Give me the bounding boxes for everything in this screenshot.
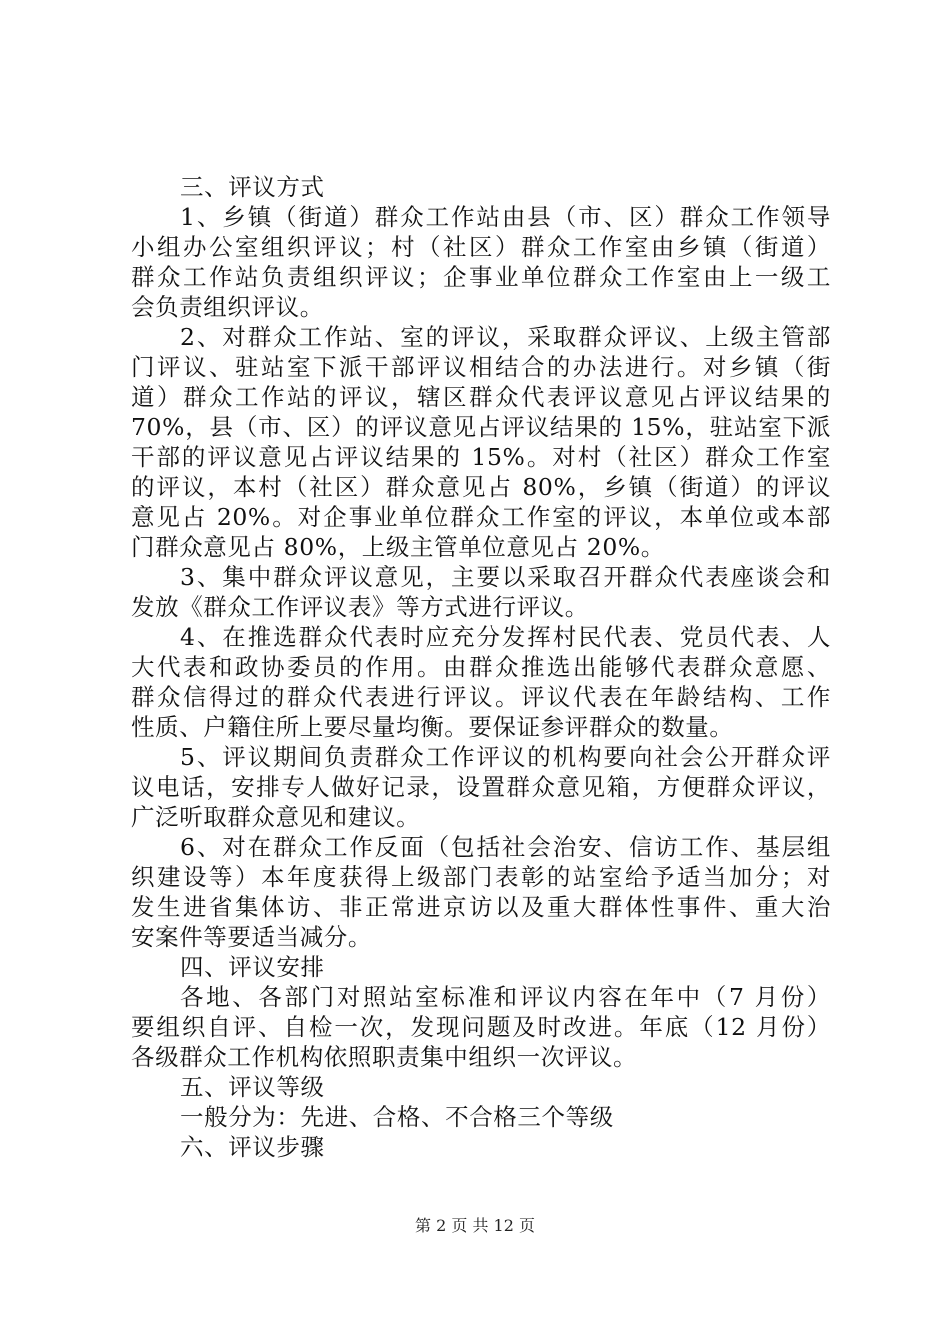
paragraph-6 xyxy=(131,832,831,952)
paragraph-line: 各地、各部门对照站室标准和评议内容在年中（7 月份） xyxy=(180,983,831,1011)
paragraph-line: 4、在推选群众代表时应充分发挥村民代表、党员代表、人 xyxy=(180,623,831,651)
paragraph-7 xyxy=(131,982,831,1072)
paragraph-line: 3、集中群众评议意见，主要以采取召开群众代表座谈会和 xyxy=(180,563,831,591)
paragraph-3 xyxy=(131,562,831,622)
paragraph-line: 门群众意见占 80%，上级主管单位意见占 20%。 xyxy=(131,533,665,561)
paragraph-line: 议电话，安排专人做好记录，设置群众意见箱，方便群众评议， xyxy=(131,773,831,801)
paragraph-8: 一般分为：先进、合格、不合格三个等级 xyxy=(180,1103,614,1131)
paragraph-line: 的评议，本村（社区）群众意见占 80%，乡镇（街道）的评议 xyxy=(131,473,831,501)
paragraph-line: 发放《群众工作评议表》等方式进行评议。 xyxy=(131,593,589,621)
paragraph-line: 小组办公室组织评议；村（社区）群众工作室由乡镇（街道） xyxy=(131,233,831,261)
paragraph-line: 2、对群众工作站、室的评议，采取群众评议、上级主管部 xyxy=(180,323,831,351)
paragraph-line: 要组织自评、自检一次，发现问题及时改进。年底（12 月份） xyxy=(131,1013,831,1041)
document-body xyxy=(131,172,831,1162)
paragraph-2 xyxy=(131,322,831,562)
paragraph-line: 1、乡镇（街道）群众工作站由县（市、区）群众工作领导 xyxy=(180,203,831,231)
paragraph-line: 干部的评议意见占评议结果的 15%。对村（社区）群众工作室 xyxy=(131,443,831,471)
section-heading-3: 三、评议方式 xyxy=(180,173,325,201)
paragraph-line: 道）群众工作站的评议，辖区群众代表评议意见占评议结果的 xyxy=(131,383,831,411)
paragraph-line: 性质、户籍住所上要尽量均衡。要保证参评群众的数量。 xyxy=(131,713,734,741)
paragraph-line: 70%，县（市、区）的评议意见占评议结果的 15%，驻站室下派 xyxy=(131,413,831,441)
paragraph-5 xyxy=(131,742,831,832)
paragraph-line: 织建设等）本年度获得上级部门表彰的站室给予适当加分；对 xyxy=(131,863,831,891)
section-heading-5: 五、评议等级 xyxy=(180,1073,325,1101)
section-heading-4: 四、评议安排 xyxy=(180,953,325,981)
paragraph-line: 发生进省集体访、非正常进京访以及重大群体性事件、重大治 xyxy=(131,893,831,921)
paragraph-4 xyxy=(131,622,831,742)
section-heading-6: 六、评议步骤 xyxy=(180,1133,325,1161)
paragraph-line: 群众工作站负责组织评议；企事业单位群众工作室由上一级工 xyxy=(131,263,831,291)
paragraph-1 xyxy=(131,202,831,322)
paragraph-line: 意见占 20%。对企事业单位群众工作室的评议，本单位或本部 xyxy=(131,503,831,531)
paragraph-line: 广泛听取群众意见和建议。 xyxy=(131,803,421,831)
paragraph-line: 各级群众工作机构依照职责集中组织一次评议。 xyxy=(131,1043,638,1071)
paragraph-line: 安案件等要适当减分。 xyxy=(131,923,372,951)
paragraph-line: 大代表和政协委员的作用。由群众推选出能够代表群众意愿、 xyxy=(131,653,831,681)
paragraph-line: 会负责组织评议。 xyxy=(131,293,324,321)
paragraph-line: 6、对在群众工作反面（包括社会治安、信访工作、基层组 xyxy=(180,833,831,861)
paragraph-line: 门评议、驻站室下派干部评议相结合的办法进行。对乡镇（街 xyxy=(131,353,831,381)
paragraph-line: 5、评议期间负责群众工作评议的机构要向社会公开群众评 xyxy=(180,743,831,771)
paragraph-line: 群众信得过的群众代表进行评议。评议代表在年龄结构、工作 xyxy=(131,683,831,711)
page-number-footer: 第 2 页 共 12 页 xyxy=(415,1216,535,1235)
